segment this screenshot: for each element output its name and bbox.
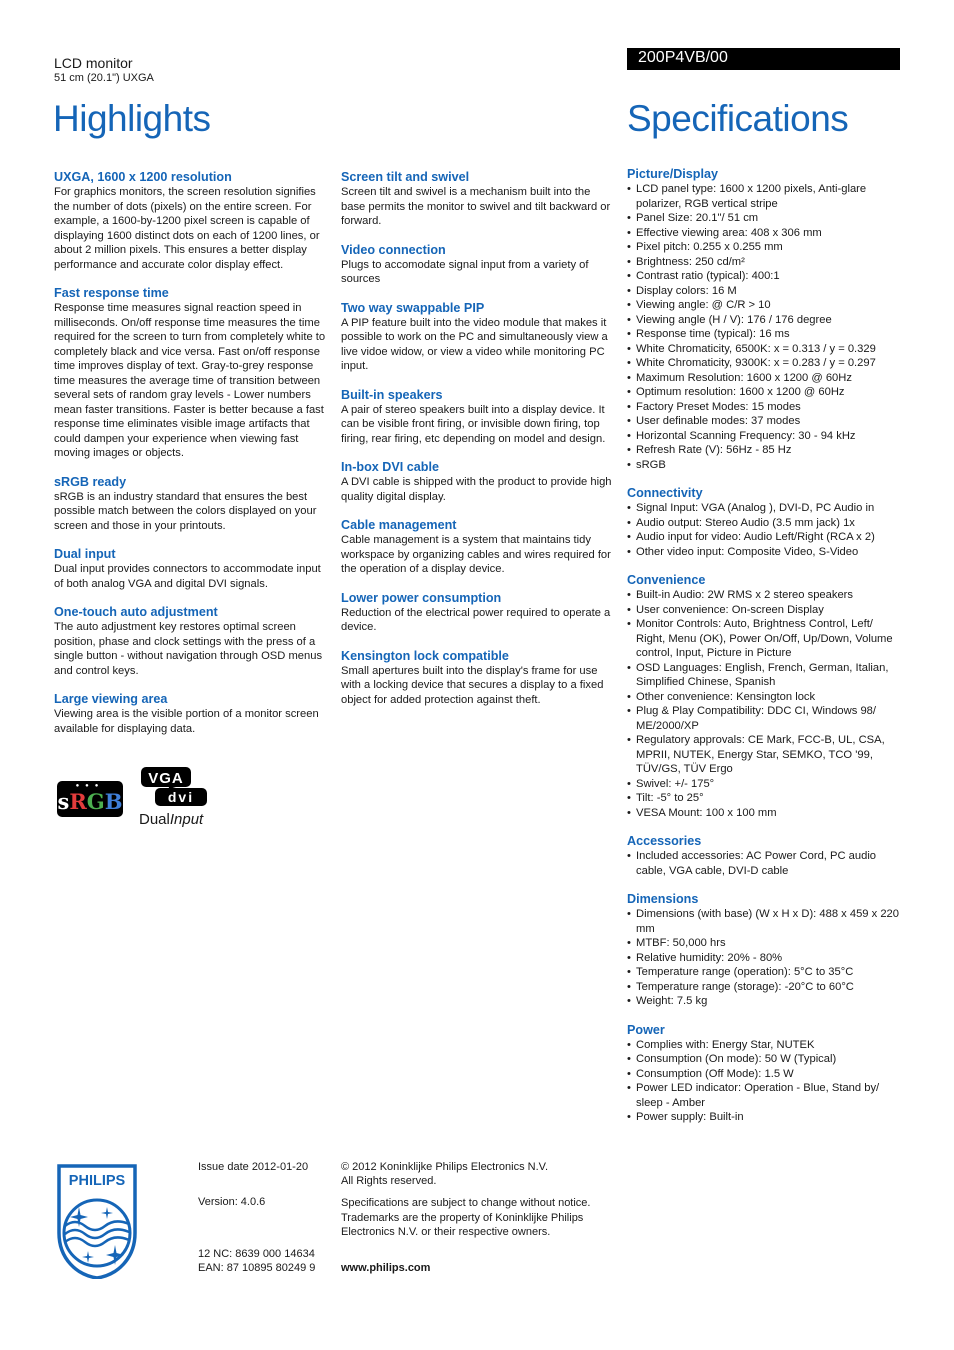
dual-input-wordmark	[139, 811, 203, 829]
highlight-text: sRGB is an industry standard that ensures the best possible match between the colors displayed on your screen and those in your printouts.	[54, 490, 317, 532]
highlight-title: Screen tilt and swivel	[341, 170, 470, 184]
highlight-item	[341, 170, 613, 229]
highlight-title: Fast response time	[54, 286, 169, 300]
disclaimer: Specifications are subject to change without notice. Trademarks are the property of Koninklijke Philips Electronics N.V. or their respective owners.	[341, 1197, 591, 1238]
spec-item: • Factory Preset Modes: 15 modes	[627, 400, 902, 415]
highlight-item	[341, 649, 613, 708]
highlights-title: Highlights	[53, 98, 211, 139]
highlight-text: Viewing area is the visible portion of a monitor screen available for displaying data.	[54, 708, 319, 735]
spec-group-title: Picture/Display	[627, 167, 718, 181]
srgb-letter-b: B	[104, 789, 123, 814]
spec-group	[627, 573, 902, 820]
spec-list	[627, 849, 902, 878]
highlight-title: Large viewing area	[54, 692, 168, 706]
spec-item: • Built-in Audio: 2W RMS x 2 stereo speakers	[627, 588, 902, 603]
srgb-letter-s: s	[57, 789, 70, 814]
highlight-item	[54, 692, 326, 736]
nc-number: 12 NC: 8639 000 14634	[198, 1248, 315, 1260]
spec-item: • VESA Mount: 100 x 100 mm	[627, 806, 902, 821]
spec-item: • Effective viewing area: 408 x 306 mm	[627, 226, 902, 241]
spec-item: • Viewing angle (H / V): 176 / 176 degree	[627, 313, 902, 328]
spec-item: • MTBF: 50,000 hrs	[627, 936, 902, 951]
input-text: Input	[169, 811, 204, 828]
highlight-title: Dual input	[54, 547, 116, 561]
spec-item: • Weight: 7.5 kg	[627, 994, 902, 1009]
spec-item: • Response time (typical): 16 ms	[627, 327, 902, 342]
highlights-column-1	[54, 170, 326, 750]
spec-item: • Refresh Rate (V): 56Hz - 85 Hz	[627, 443, 902, 458]
spec-item: • User convenience: On-screen Display	[627, 603, 902, 618]
dual-text: Dual	[139, 811, 170, 828]
highlight-item	[341, 518, 613, 577]
highlight-title: Video connection	[341, 242, 446, 257]
highlight-text: For graphics monitors, the screen resolution signifies the number of dots (pixels) on the entire screen. For example, a 1600-by-1200 pixel screen is capable of displaying 1600 distinct dots on each of 1200 lines, or about 2 million pixels. This ensures a better display performance and accurate color display effect.	[54, 186, 320, 271]
srgb-letter-r: R	[69, 789, 87, 814]
spec-item: • Viewing angle: @ C/R > 10	[627, 298, 902, 313]
website-link[interactable]: www.philips.com	[341, 1262, 431, 1274]
spec-item: • Display colors: 16 M	[627, 284, 902, 299]
srgb-logo	[57, 781, 123, 817]
spec-item: • Temperature range (storage): -20°C to 60°C	[627, 980, 902, 995]
spec-item: • Horizontal Scanning Frequency: 30 - 94 kHz	[627, 429, 902, 444]
philips-brand-text: PHILIPS	[68, 1173, 126, 1189]
highlight-title: Two way swappable PIP	[341, 300, 485, 315]
spec-item: • Relative humidity: 20% - 80%	[627, 951, 902, 966]
issue-date: Issue date 2012-01-20	[198, 1161, 309, 1173]
spec-item: • Included accessories: AC Power Cord, PC audio cable, VGA cable, DVI-D cable	[627, 849, 902, 878]
spec-list	[627, 1038, 902, 1125]
spec-item: • Audio output: Stereo Audio (3.5 mm jack) 1x	[627, 516, 902, 531]
highlight-text: Cable management is a system that maintains tidy workspace by organizing cables and wires required for the operation of a display device.	[341, 534, 611, 575]
srgb-wordmark	[57, 789, 123, 815]
specifications-title: Specifications	[627, 98, 849, 139]
spec-list	[627, 182, 902, 472]
spec-item: • OSD Languages: English, French, German, Italian, Simplified Chinese, Spanish	[627, 661, 902, 690]
highlight-text: The auto adjustment key restores optimal screen position, phase and clock settings with the press of a single button - without navigation through OSD menus and control keys.	[54, 621, 323, 677]
spec-item: • Power supply: Built-in	[627, 1110, 902, 1125]
highlight-item	[341, 243, 613, 287]
spec-item: • Tilt: -5° to 25°	[627, 791, 902, 806]
spec-item: • Optimum resolution: 1600 x 1200 @ 60Hz	[627, 385, 902, 400]
spec-item: • Maximum Resolution: 1600 x 1200 @ 60Hz	[627, 371, 902, 386]
spec-item: • sRGB	[627, 458, 902, 473]
highlight-text: Response time measures signal reaction speed in milliseconds. On/off response time measures the time required for the screen to turn from completely white to completely black and vice versa. Fast on/off response time improves display of text. Gray-to-grey response time measures the average time of transition between several sets of random gray levels - Lower numbers mean faster transitions. Faster is better because a fast response time eliminates visible image artifacts that could dampen your experience when viewing fast moving images or objects.	[54, 302, 326, 459]
highlight-item	[341, 388, 613, 447]
spec-list	[627, 588, 902, 820]
highlights-column-2	[341, 170, 613, 721]
vga-dvi-logo	[139, 766, 209, 808]
highlight-item	[54, 475, 326, 534]
product-subtitle: 51 cm (20.1") UXGA	[54, 72, 154, 84]
spec-list	[627, 501, 902, 559]
copyright: © 2012 Koninklijke Philips Electronics N.V.	[341, 1161, 549, 1173]
spec-item: • White Chromaticity, 6500K: x = 0.313 / y = 0.329	[627, 342, 902, 357]
highlight-title: One-touch auto adjustment	[54, 605, 218, 619]
srgb-dots-icon: ●●●	[75, 783, 105, 789]
spec-item: • Temperature range (operation): 5°C to 35°C	[627, 965, 902, 980]
vga-text: VGA	[148, 770, 184, 787]
product-type: LCD monitor	[54, 55, 133, 71]
highlight-text: Screen tilt and swivel is a mechanism built into the base permits the monitor to swivel and tilt backward or forward.	[341, 186, 611, 227]
highlight-item	[341, 591, 613, 635]
specifications-column	[627, 167, 902, 1139]
highlight-text: A PIP feature built into the video module that makes it possible to work on the PC and simultaneously view a live vidoe widow, or view a video while monitoring PC input.	[341, 316, 608, 372]
spec-item: • LCD panel type: 1600 x 1200 pixels, Anti-glare polarizer, RGB vertical stripe	[627, 182, 902, 211]
spec-item: • Other video input: Composite Video, S-Video	[627, 545, 902, 560]
spec-item: • Monitor Controls: Auto, Brightness Control, Left/ Right, Menu (OK), Power On/Off, Up/Down, Volume control, Input, Picture in Picture	[627, 617, 902, 661]
spec-item: • User definable modes: 37 modes	[627, 414, 902, 429]
srgb-letter-g: G	[86, 789, 105, 814]
spec-item: • Consumption (On mode): 50 W (Typical)	[627, 1052, 902, 1067]
spec-group-title: Accessories	[627, 834, 702, 848]
version: Version: 4.0.6	[198, 1196, 266, 1208]
spec-item: • Regulatory approvals: CE Mark, FCC-B, UL, CSA, MPRII, NUTEK, Energy Star, SEMKO, TCO '99, TÜV/GS, TÜV Ergo	[627, 733, 902, 777]
highlight-item	[54, 547, 326, 591]
highlight-title: Kensington lock compatible	[341, 648, 509, 663]
spec-item: • Signal Input: VGA (Analog ), DVI-D, PC Audio in	[627, 501, 902, 516]
philips-shield-logo	[55, 1163, 139, 1279]
ean-number: EAN: 87 10895 80249 9	[198, 1262, 316, 1274]
spec-item: • Audio input for video: Audio Left/Right (RCA x 2)	[627, 530, 902, 545]
spec-group-title: Power	[627, 1022, 665, 1037]
spec-item: • White Chromaticity, 9300K: x = 0.283 / y = 0.297	[627, 356, 902, 371]
spec-group	[627, 834, 902, 878]
spec-group	[627, 167, 902, 472]
highlight-text: Dual input provides connectors to accommodate input of both analog VGA and digital DVI signals.	[54, 563, 321, 590]
spec-item: • Power LED indicator: Operation - Blue, Stand by/ sleep - Amber	[627, 1081, 902, 1110]
spec-group	[627, 892, 902, 1009]
highlight-title: Built-in speakers	[341, 387, 443, 402]
spec-list	[627, 907, 902, 1009]
feature-logos	[57, 766, 217, 830]
highlight-item	[341, 460, 613, 504]
dvi-text: dvi	[167, 789, 195, 805]
spec-item: • Panel Size: 20.1"/ 51 cm	[627, 211, 902, 226]
highlight-text: Small apertures built into the display's frame for use with a locking device that secures a display to a fixed object for added protection against theft.	[341, 664, 604, 706]
highlight-text: A pair of stereo speakers built into a display device. It can be visible front firing, or invisible down firing, top firing, rear firing, etc depending on model and design.	[341, 403, 606, 445]
model-badge: 200P4VB/00	[627, 48, 900, 70]
highlight-title: UXGA, 1600 x 1200 resolution	[54, 170, 232, 184]
highlight-text: A DVI cable is shipped with the product to provide high quality digital display.	[341, 476, 612, 503]
highlight-text: Reduction of the electrical power required to operate a device.	[341, 606, 611, 633]
highlight-title: Cable management	[341, 518, 457, 532]
spec-item: • Contrast ratio (typical): 400:1	[627, 269, 902, 284]
highlight-title: Lower power consumption	[341, 590, 502, 605]
spec-item: • Swivel: +/- 175°	[627, 777, 902, 792]
spec-group	[627, 486, 902, 559]
highlight-item	[54, 605, 326, 678]
spec-group-title: Convenience	[627, 573, 706, 587]
spec-item: • Brightness: 250 cd/m²	[627, 255, 902, 270]
highlight-item	[341, 301, 613, 374]
spec-item: • Pixel pitch: 0.255 x 0.255 mm	[627, 240, 902, 255]
spec-item: • Complies with: Energy Star, NUTEK	[627, 1038, 902, 1053]
spec-item: • Consumption (Off Mode): 1.5 W	[627, 1067, 902, 1082]
highlight-title: sRGB ready	[54, 474, 127, 489]
spec-group-title: Dimensions	[627, 892, 699, 906]
highlight-item	[54, 170, 326, 272]
highlight-text: Plugs to accomodate signal input from a variety of sources	[341, 258, 589, 285]
spec-item: • Dimensions (with base) (W x H x D): 488 x 459 x 220 mm	[627, 907, 902, 936]
spec-item: • Other convenience: Kensington lock	[627, 690, 902, 705]
highlight-title: In-box DVI cable	[341, 460, 439, 474]
highlight-item	[54, 286, 326, 461]
spec-group-title: Connectivity	[627, 486, 703, 500]
rights-reserved: All Rights reserved.	[341, 1175, 437, 1187]
spec-item: • Plug & Play Compatibility: DDC CI, Windows 98/ ME/2000/XP	[627, 704, 902, 733]
spec-group	[627, 1023, 902, 1125]
